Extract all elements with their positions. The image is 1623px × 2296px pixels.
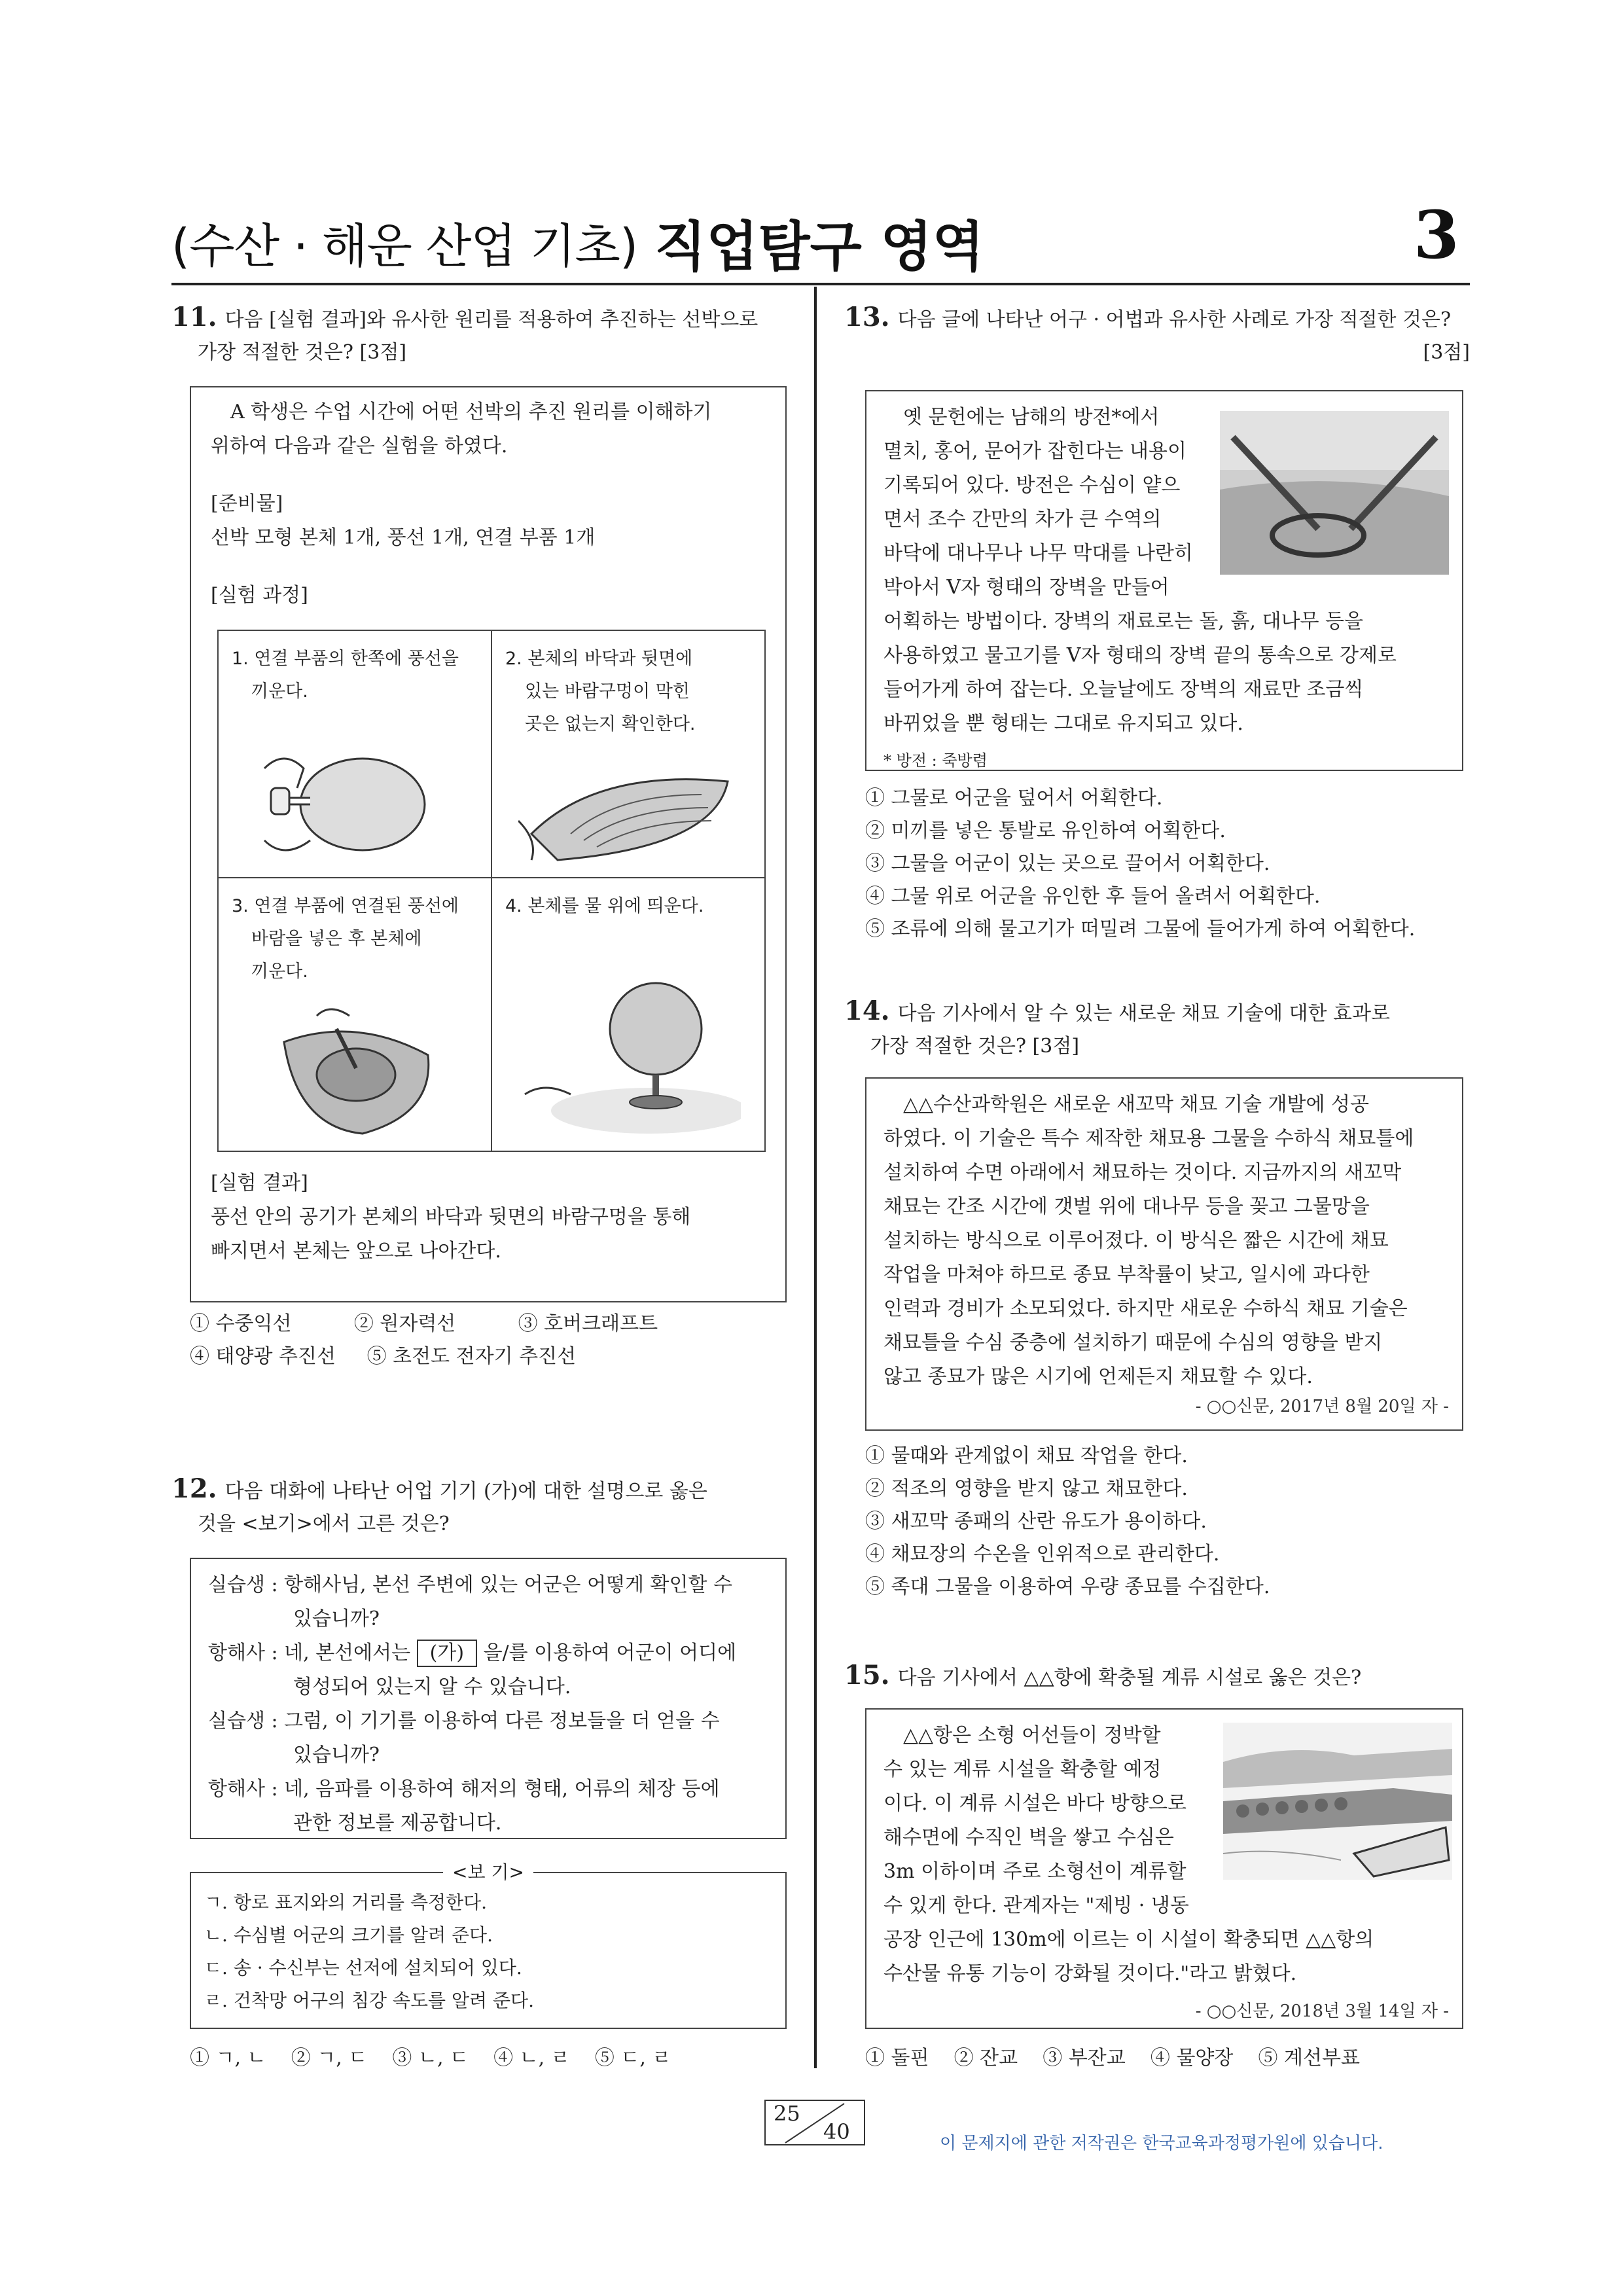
q14-choices <box>865 1440 1470 1604</box>
q11-result-line2: 빠지면서 본체는 앞으로 나아간다. <box>211 1240 501 1263</box>
page-number-box <box>764 2100 865 2145</box>
q12-speaker-4: 항해사 : <box>208 1778 278 1801</box>
q12-choices[interactable]: ① ㄱ, ㄴ ② ㄱ, ㄷ ③ ㄴ, ㄷ ④ ㄴ, ㄹ ⑤ ㄷ, ㄹ <box>190 2047 671 2070</box>
q14-choice-5[interactable]: ⑤ 족대 그물을 이용하여 우량 종묘를 수집한다. <box>865 1575 1270 1598</box>
q12-bogi-1: ㄱ. 항로 표지와의 거리를 측정한다. <box>204 1892 488 1913</box>
balloon-hands-illustration <box>258 742 454 867</box>
q11-step3-cell <box>217 877 492 1152</box>
q15-p3: 이다. 이 계류 시설은 바다 방향으로 <box>883 1792 1186 1815</box>
q11-stem-line1: 다음 [실험 결과]와 유사한 원리를 적용하여 추진하는 선박으로 <box>224 308 758 331</box>
q13-p4: 면서 조수 간만의 차가 큰 수역의 <box>883 508 1162 531</box>
q12-bogi-box <box>190 1861 787 2029</box>
q13-choice-2[interactable]: ② 미끼를 넣은 통발로 유인하여 어획한다. <box>865 819 1226 842</box>
q14-choice-4[interactable]: ④ 채묘장의 수온을 인위적으로 관리한다. <box>865 1543 1220 1566</box>
q13-p2: 멸치, 홍어, 문어가 잡힌다는 내용이 <box>883 440 1186 463</box>
q12-bogi-title: <보 기> <box>443 1861 533 1883</box>
question-11 <box>171 301 787 369</box>
q14-p8: 채묘틀을 수심 중층에 설치하기 때문에 수심의 영향을 받지 <box>883 1331 1383 1354</box>
q14-stem-line1: 다음 기사에서 알 수 있는 새로운 채묘 기술에 대한 효과로 <box>897 1002 1390 1025</box>
q11-choices <box>190 1308 787 1373</box>
q15-source: - ○○신문, 2018년 3월 14일 자 - <box>1195 2001 1449 2021</box>
q11-experiment-box <box>190 386 787 1302</box>
subject-title: (수산 · 해운 산업 기초) <box>171 219 638 274</box>
q12-dialogue-box <box>190 1558 787 1839</box>
q15-article-box <box>865 1708 1463 2029</box>
q11-choices-row2[interactable]: ④ 태양광 추진선 ⑤ 초전도 전자기 추진선 <box>190 1345 577 1368</box>
q11-result-line1: 풍선 안의 공기가 본체의 바닥과 뒷면의 바람구멍을 통해 <box>211 1206 691 1229</box>
q12-d2-pre: 네, 본선에서는 <box>284 1641 411 1664</box>
q14-p2: 하였다. 이 기술은 특수 제작한 채묘용 그물을 수하식 채묘틀에 <box>883 1127 1414 1150</box>
q13-p10: 바뀌었을 뿐 형태는 그대로 유지되고 있다. <box>883 712 1243 735</box>
q14-p3: 설치하여 수면 아래에서 채묘하는 것이다. 지금까지의 새꼬막 <box>883 1161 1402 1184</box>
page-total: 40 <box>823 2119 850 2144</box>
q11-materials-label: [준비물] <box>211 492 283 515</box>
q11-result-label: [실험 결과] <box>211 1172 308 1194</box>
q15-stem: 다음 기사에서 △△항에 확충될 계류 시설로 옳은 것은? <box>897 1666 1362 1689</box>
q11-step3-line3: 끼운다. <box>251 961 308 982</box>
q12-bogi-3: ㄷ. 송 · 수신부는 선저에 설치되어 있다. <box>204 1957 522 1979</box>
q15-p8: 수산물 유통 기능이 강화될 것이다."라고 밝혔다. <box>883 1962 1297 1985</box>
q14-choice-1[interactable]: ① 물때와 관계없이 채묘 작업을 한다. <box>865 1444 1188 1467</box>
q12-d4-line1: 네, 음파를 이용하여 해저의 형태, 어류의 체장 등에 <box>284 1778 720 1801</box>
q13-p8: 사용하였고 물고기를 V자 형태의 장벽 끝의 통속으로 강제로 <box>883 644 1397 667</box>
q11-step2-line1: 2. 본체의 바닥과 뒷면에 <box>505 649 693 669</box>
q14-source: - ○○신문, 2017년 8월 20일 자 - <box>1195 1397 1449 1416</box>
q12-stem-line2: 것을 <보기>에서 고른 것은? <box>198 1513 450 1535</box>
q14-stem-line2: 가장 적절한 것은? [3점] <box>870 1035 1080 1058</box>
copyright-notice: 이 문제지에 관한 저작권은 한국교육과정평가원에 있습니다. <box>940 2134 1383 2153</box>
q12-d2-line2: 형성되어 있는지 알 수 있습니다. <box>293 1676 571 1698</box>
q13-p1: 옛 문헌에는 남해의 방전*에서 <box>903 406 1160 429</box>
q11-step4-line1: 4. 본체를 물 위에 띄운다. <box>505 896 704 916</box>
boat-model-illustration <box>258 1003 454 1140</box>
column-divider <box>814 287 817 2068</box>
q11-number: 11. <box>171 302 217 332</box>
q11-intro-line1: A 학생은 수업 시간에 어떤 선박의 추진 원리를 이해하기 <box>230 401 712 423</box>
q14-p5: 설치하는 방식으로 이루어졌다. 이 방식은 짧은 시간에 채묘 <box>883 1229 1389 1252</box>
q15-p2: 수 있는 계류 시설을 확충할 예정 <box>883 1758 1162 1781</box>
q13-p5: 바닥에 대나무나 나무 막대를 나란히 <box>883 542 1193 565</box>
q14-p4: 채묘는 간조 시간에 갯벌 위에 대나무 등을 꽂고 그물망을 <box>883 1195 1370 1218</box>
q11-step4-cell <box>491 877 766 1152</box>
q11-choices-row1[interactable]: ① 수중익선 ② 원자력선 ③ 호버크래프트 <box>190 1312 658 1335</box>
q12-d3-line1: 그럼, 이 기기를 이용하여 다른 정보들을 더 얻을 수 <box>284 1710 720 1732</box>
section-title: 직업탐구 영역 <box>654 216 984 278</box>
q14-number: 14. <box>844 996 890 1026</box>
q14-choice-2[interactable]: ② 적조의 영향을 받지 않고 채묘한다. <box>865 1477 1188 1500</box>
q14-p7: 인력과 경비가 소모되었다. 하지만 새로운 수하식 채묘 기술은 <box>883 1297 1408 1320</box>
q12-blank-ga: (가) <box>417 1640 477 1667</box>
q11-step2-cell <box>491 630 766 878</box>
q13-number: 13. <box>844 302 890 332</box>
q11-step3-line2: 바람을 넣은 후 본체에 <box>251 929 422 949</box>
question-13 <box>844 301 1470 369</box>
question-14 <box>844 995 1470 1063</box>
floating-boat-illustration <box>518 963 741 1140</box>
q15-number: 15. <box>844 1660 890 1691</box>
q11-step1-line1: 1. 연결 부품의 한쪽에 풍선을 <box>232 649 459 669</box>
q11-materials: 선박 모형 본체 1개, 풍선 1개, 연결 부품 1개 <box>211 526 596 549</box>
hull-bottom-illustration <box>518 755 741 873</box>
page-marker: 3 <box>1414 196 1459 274</box>
q13-stem-line1: 다음 글에 나타난 어구 · 어법과 유사한 사례로 가장 적절한 것은? <box>897 308 1452 331</box>
q13-passage-box <box>865 390 1463 771</box>
q11-step3-line1: 3. 연결 부품에 연결된 풍선에 <box>232 896 459 916</box>
q13-p7: 어획하는 방법이다. 장벽의 재료로는 돌, 흙, 대나무 등을 <box>883 610 1363 633</box>
question-12 <box>171 1473 787 1541</box>
q13-stem-points: [3점] <box>1423 341 1470 364</box>
q12-d2-post: 을/를 이용하여 어군이 어디에 <box>483 1641 737 1664</box>
q12-d4-line2: 관한 정보를 제공합니다. <box>293 1812 502 1835</box>
q14-p6: 작업을 마쳐야 하므로 종묘 부착률이 낮고, 일시에 과다한 <box>883 1263 1370 1286</box>
q15-p7: 공장 인근에 130m에 이르는 이 시설이 확충되면 △△항의 <box>883 1928 1374 1951</box>
q12-d3-line2: 있습니까? <box>293 1744 380 1767</box>
q12-number: 12. <box>171 1473 217 1504</box>
q14-article-box <box>865 1077 1463 1431</box>
q11-step2-line3: 곳은 없는지 확인한다. <box>525 714 696 734</box>
page-current: 25 <box>774 2101 800 2126</box>
q12-bogi-2: ㄴ. 수심별 어군의 크기를 알려 준다. <box>204 1924 493 1946</box>
q11-intro-line2: 위하여 다음과 같은 실험을 하였다. <box>211 435 508 457</box>
q12-d1-line1: 항해사님, 본선 주변에 있는 어군은 어떻게 확인할 수 <box>284 1573 733 1596</box>
q13-p3: 기록되어 있다. 방전은 수심이 얕으 <box>883 474 1181 497</box>
q12-speaker-1: 실습생 : <box>208 1573 278 1596</box>
q12-speaker-3: 실습생 : <box>208 1710 278 1732</box>
q14-p9: 않고 종묘가 많은 시기에 언제든지 채묘할 수 있다. <box>883 1365 1313 1388</box>
q13-choice-3[interactable]: ③ 그물을 어군이 있는 곳으로 끌어서 어획한다. <box>865 852 1270 875</box>
q11-stem-line2: 가장 적절한 것은? [3점] <box>198 341 407 364</box>
header-rule <box>171 283 1470 285</box>
q13-choices <box>865 782 1470 946</box>
q15-choices[interactable]: ① 돌핀 ② 잔교 ③ 부잔교 ④ 물양장 ⑤ 계선부표 <box>865 2047 1360 2070</box>
q13-p9: 들어가게 하여 잡는다. 오늘날에도 장벽의 재료만 조금씩 <box>883 678 1364 701</box>
q15-p1: △△항은 소형 어선들이 정박할 <box>903 1724 1161 1747</box>
q15-p6: 수 있게 한다. 관계자는 "제빙 · 냉동 <box>883 1894 1189 1917</box>
q13-choice-5[interactable]: ⑤ 조류에 의해 물고기가 떠밀려 그물에 들어가게 하여 어획한다. <box>865 918 1416 941</box>
q13-choice-4[interactable]: ④ 그물 위로 어군을 유인한 후 들어 올려서 어획한다. <box>865 885 1321 908</box>
q13-choice-1[interactable]: ① 그물로 어군을 덮어서 어획한다. <box>865 787 1163 810</box>
q12-speaker-2: 항해사 : <box>208 1641 278 1664</box>
q11-step1-cell <box>217 630 492 878</box>
q12-bogi-4: ㄹ. 건착망 어구의 침강 속도를 알려 준다. <box>204 1990 534 2011</box>
q15-p4: 해수면에 수직인 벽을 쌓고 수심은 <box>883 1826 1174 1849</box>
question-15 <box>844 1659 1470 1695</box>
q13-footnote: * 방전 : 죽방렴 <box>883 751 988 770</box>
q13-p6: 박아서 V자 형태의 장벽을 만들어 <box>883 576 1169 599</box>
q14-choice-3[interactable]: ③ 새꼬막 종패의 산란 유도가 용이하다. <box>865 1510 1207 1533</box>
q12-stem-line1: 다음 대화에 나타난 어업 기기 (가)에 대한 설명으로 옳은 <box>224 1480 707 1503</box>
q11-step1-line2: 끼운다. <box>251 681 308 702</box>
q11-step2-line2: 있는 바람구멍이 막힌 <box>525 681 690 702</box>
q15-p5: 3m 이하이며 주로 소형선이 계류할 <box>883 1860 1186 1883</box>
q12-d1-line2: 있습니까? <box>293 1607 380 1630</box>
q14-p1: △△수산과학원은 새로운 새꼬막 채묘 기술 개발에 성공 <box>903 1093 1369 1116</box>
q11-process-label: [실험 과정] <box>211 584 308 607</box>
